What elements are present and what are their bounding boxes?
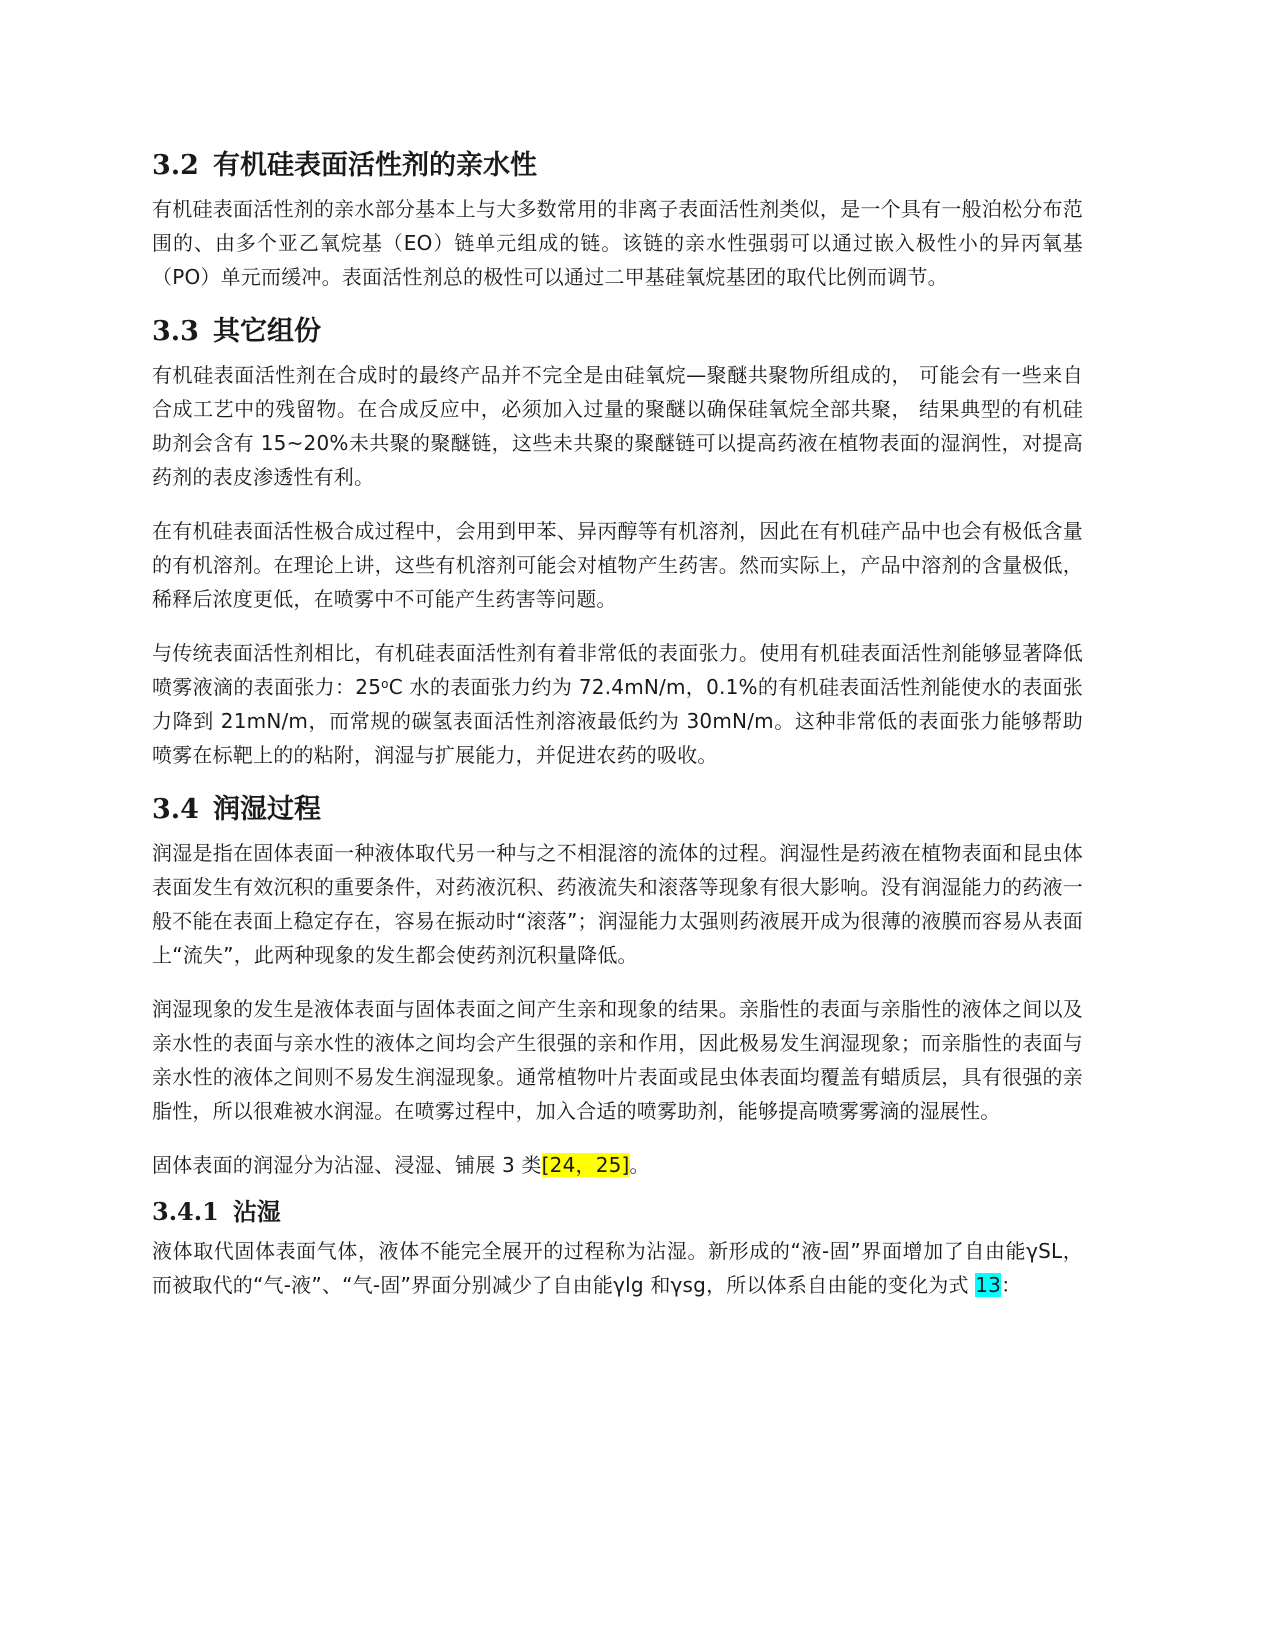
text-run: 液体取代固体表面气体，液体不能完全展开的过程称为沾湿。新形成的“液-固”界面增加了自由能γSL，而被取代的“气-液”、“气-固”界面分别减少了自由能γlg 和γsg，所以体系自由能的变化为式 [152,1239,1083,1297]
section-number: 3.3 [152,316,199,347]
paragraph: 有机硅表面活性剂在合成时的最终产品并不完全是由硅氧烷—聚醚共聚物所组成的， 可能会有一些来自合成工艺中的残留物。在合成反应中，必须加入过量的聚醚以确保硅氧烷全部共聚， 结果典型的有机硅助剂会含有 15~20%未共聚的聚醚链，这些未共聚的聚醚链可以提高药液在植物表面的湿润性，对提高药剂的表皮渗透性有利。 [152,363,1083,489]
section-heading-3-4 [152,792,1083,828]
degree-superscript: o [381,677,389,691]
subsection-number: 3.4.1 [152,1197,219,1226]
paragraph: 润湿现象的发生是液体表面与固体表面之间产生亲和现象的结果。亲脂性的表面与亲脂性的液体之间以及亲水性的表面与亲水性的液体之间均会产生很强的亲和作用，因此极易发生润湿现象；而亲脂性的表面与亲水性的液体之间则不易发生润湿现象。通常植物叶片表面或昆虫体表面均覆盖有蜡质层，具有很强的亲脂性，所以很难被水润湿。在喷雾过程中，加入合适的喷雾助剂，能够提高喷雾雾滴的湿展性。 [152,997,1083,1123]
section-heading-3-3 [152,314,1083,350]
paragraph-classification [152,1148,1083,1182]
text-run: 与传统表面活性剂相比，有机硅表面活性剂有着非常低的表面张力。使用有机硅表面活性剂能够显著降低喷雾液滴的表面张力：25 [152,641,1083,699]
paragraph-surface-tension [152,636,1083,772]
section-title: 润湿过程 [212,794,321,825]
section-title: 其它组份 [212,316,321,347]
subsection-title: 沾湿 [232,1197,281,1226]
text-run: C 水的表面张力约为 72.4mN/m，0.1%的有机硅表面活性剂能使水的表面张力降到 21mN/m，而常规的碳氢表面活性剂溶液最低约为 30mN/m。这种非常低的表面张力能够帮助喷雾在标靶上的的粘附，润湿与扩展能力，并促进农药的吸收。 [152,675,1083,767]
paragraph-wetting [152,1234,1083,1302]
equation-ref-highlight[interactable]: 13 [975,1273,1002,1297]
text-run: 。 [629,1153,650,1177]
section-heading-3-2 [152,148,1083,184]
text-run: ： [1001,1273,1022,1297]
text-run: 固体表面的润湿分为沾湿、浸湿、铺展 3 类 [152,1153,542,1177]
paragraph: 在有机硅表面活性极合成过程中，会用到甲苯、异丙醇等有机溶剂，因此在有机硅产品中也会有极低含量的有机溶剂。在理论上讲，这些有机溶剂可能会对植物产生药害。然而实际上，产品中溶剂的含量极低，稀释后浓度更低，在喷雾中不可能产生药害等问题。 [152,519,1083,611]
section-number: 3.2 [152,150,199,181]
subsection-heading-3-4-1 [152,1196,1083,1228]
citation-highlight[interactable]: [24，25] [541,1153,630,1177]
section-number: 3.4 [152,794,199,825]
paragraph: 润湿是指在固体表面一种液体取代另一种与之不相混溶的流体的过程。润湿性是药液在植物表面和昆虫体表面发生有效沉积的重要条件，对药液沉积、药液流失和滚落等现象有很大影响。没有润湿能力的药液一般不能在表面上稳定存在，容易在振动时“滚落”；润湿能力太强则药液展开成为很薄的液膜而容易从表面上“流失”，此两种现象的发生都会使药剂沉积量降低。 [152,841,1083,967]
section-title: 有机硅表面活性剂的亲水性 [212,150,537,181]
paragraph: 有机硅表面活性剂的亲水部分基本上与大多数常用的非离子表面活性剂类似，是一个具有一般泊松分布范围的、由多个亚乙氧烷基（EO）链单元组成的链。该链的亲水性强弱可以通过嵌入极性小的异丙氧基（PO）单元而缓冲。表面活性剂总的极性可以通过二甲基硅氧烷基团的取代比例而调节。 [152,197,1083,289]
